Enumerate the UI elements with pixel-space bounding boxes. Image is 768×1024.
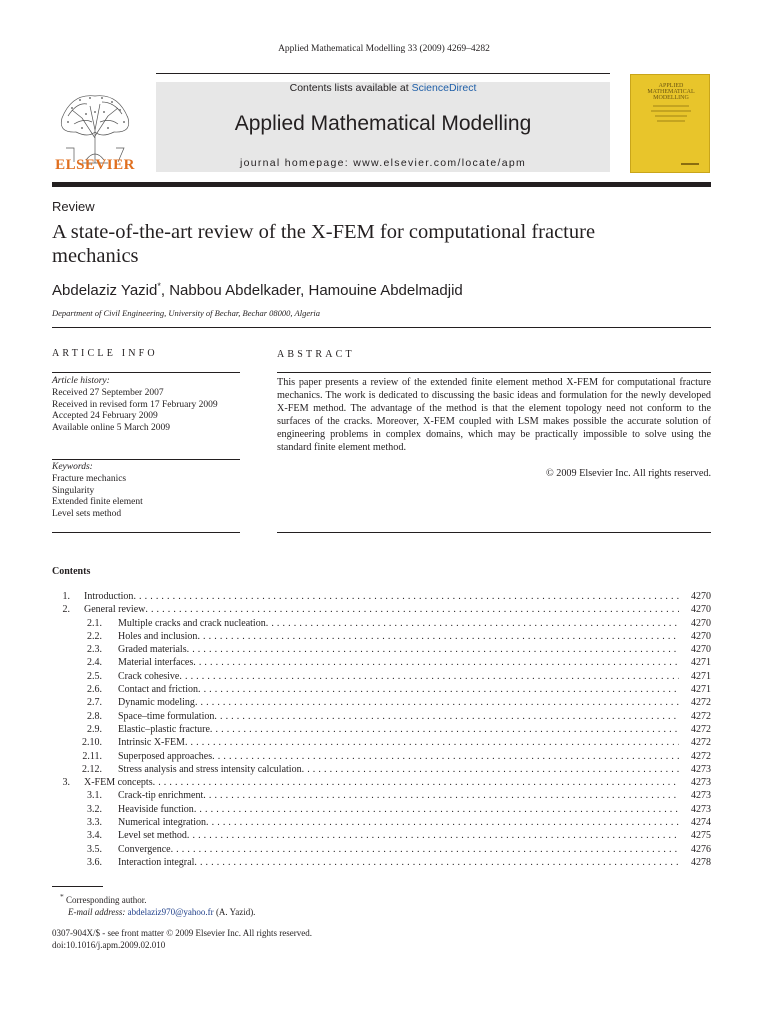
keywords bbox=[52, 462, 242, 521]
toc-title: Dynamic modeling bbox=[118, 697, 195, 709]
doi-link[interactable]: doi:10.1016/j.apm.2009.02.010 bbox=[52, 940, 166, 950]
toc-leader-dots bbox=[210, 723, 679, 736]
keywords-label: Keywords: bbox=[52, 462, 93, 472]
toc-title: Numerical integration bbox=[118, 817, 207, 829]
toc-leader-dots bbox=[179, 670, 679, 683]
journal-reference: Applied Mathematical Modelling 33 (2009) 4269–4282 bbox=[278, 44, 490, 54]
footnote-mark: * bbox=[60, 892, 64, 901]
divider bbox=[52, 327, 711, 328]
history-label: Article history: bbox=[52, 376, 110, 386]
toc-entry[interactable] bbox=[52, 816, 711, 829]
toc-page-number: 4272 bbox=[691, 750, 711, 762]
author-names-rest: , Nabbou Abdelkader, Hamouine Abdelmadjid bbox=[160, 282, 463, 299]
toc-page-number: 4273 bbox=[691, 777, 711, 789]
toc-title: Superposed approaches bbox=[118, 750, 213, 762]
toc-page-number: 4271 bbox=[691, 684, 711, 696]
toc-page-number: 4270 bbox=[691, 630, 711, 642]
toc-entry[interactable] bbox=[52, 656, 711, 669]
toc-title: Graded materials bbox=[118, 644, 187, 656]
toc-leader-dots bbox=[187, 829, 679, 842]
toc-title: X-FEM concepts bbox=[84, 777, 153, 789]
toc-page-number: 4274 bbox=[691, 817, 711, 829]
toc-entry[interactable] bbox=[52, 750, 711, 763]
toc-title: Convergence bbox=[118, 843, 171, 855]
toc-entry[interactable] bbox=[52, 603, 711, 616]
journal-title: Applied Mathematical Modelling bbox=[234, 112, 532, 135]
affiliation: Department of Civil Engineering, University of Bechar, Bechar 08000, Algeria bbox=[52, 308, 321, 318]
toc-leader-dots bbox=[153, 776, 679, 789]
author-name-main: Abdelaziz Yazid bbox=[52, 282, 158, 299]
toc-leader-dots bbox=[212, 750, 679, 763]
masthead-heavy-rule bbox=[52, 182, 711, 187]
toc-number: 3. bbox=[62, 777, 70, 789]
email-suffix: (A. Yazid). bbox=[215, 907, 256, 917]
author-email-link[interactable]: abdelaziz970@yahoo.fr bbox=[127, 907, 214, 917]
divider bbox=[52, 372, 240, 373]
contents-available-text: Contents lists available at bbox=[289, 82, 412, 94]
toc-page-number: 4271 bbox=[691, 670, 711, 682]
toc-title: Contact and friction bbox=[118, 684, 198, 696]
toc-title: Level set method bbox=[118, 830, 187, 842]
toc-entry[interactable] bbox=[52, 803, 711, 816]
toc-leader-dots bbox=[302, 763, 679, 776]
author-list bbox=[52, 281, 463, 299]
toc-leader-dots bbox=[266, 617, 679, 630]
toc-leader-dots bbox=[133, 590, 679, 603]
toc-leader-dots bbox=[145, 603, 679, 616]
corresponding-author-note: Corresponding author. bbox=[66, 895, 147, 905]
toc-number: 2.10. bbox=[82, 737, 102, 749]
toc-leader-dots bbox=[193, 656, 679, 669]
toc-title: Introduction bbox=[84, 591, 134, 602]
toc-page-number: 4270 bbox=[691, 591, 711, 602]
history-revised: Received in revised form 17 February 2009 bbox=[52, 399, 218, 410]
toc-number: 2.5. bbox=[87, 670, 102, 682]
toc-number: 2.12. bbox=[82, 763, 102, 775]
copyright-notice: © 2009 Elsevier Inc. All rights reserved. bbox=[545, 468, 711, 479]
front-matter-line: 0307-904X/$ - see front matter © 2009 Elsevier Inc. All rights reserved. bbox=[52, 928, 313, 938]
toc-title: Holes and inclusion bbox=[118, 630, 198, 642]
toc-entry[interactable] bbox=[52, 670, 711, 683]
toc-title: Space–time formulation bbox=[118, 710, 215, 722]
toc-entry[interactable] bbox=[52, 696, 711, 709]
toc-title: Heaviside function bbox=[118, 803, 194, 815]
cover-title: APPLIED MATHEMATICAL MODELLING bbox=[647, 83, 695, 101]
sciencedirect-link[interactable]: ScienceDirect bbox=[411, 82, 477, 94]
toc-entry[interactable] bbox=[52, 763, 711, 776]
history-received: Received 27 September 2007 bbox=[52, 387, 164, 398]
history-accepted: Accepted 24 February 2009 bbox=[52, 411, 158, 422]
article-info-heading: ARTICLE INFO bbox=[52, 348, 158, 359]
toc-page-number: 4273 bbox=[691, 803, 711, 815]
toc-entry[interactable] bbox=[52, 643, 711, 656]
toc-number: 2.8. bbox=[87, 710, 102, 722]
toc-title: Multiple cracks and crack nucleation bbox=[118, 617, 266, 629]
toc-leader-dots bbox=[206, 816, 679, 829]
toc-page-number: 4272 bbox=[691, 710, 711, 722]
toc-page-number: 4276 bbox=[691, 843, 711, 855]
toc-number: 3.3. bbox=[87, 817, 102, 829]
toc-number: 2. bbox=[62, 604, 70, 616]
toc-entry[interactable] bbox=[52, 776, 711, 789]
masthead-banner bbox=[156, 82, 610, 172]
contents-available-line bbox=[156, 82, 610, 94]
toc-leader-dots bbox=[171, 843, 679, 856]
toc-entry[interactable] bbox=[52, 683, 711, 696]
journal-cover-image bbox=[630, 74, 710, 173]
toc-number: 3.2. bbox=[87, 803, 102, 815]
toc-number: 2.11. bbox=[82, 750, 102, 762]
divider bbox=[52, 459, 240, 460]
toc-entry[interactable] bbox=[52, 630, 711, 643]
toc-leader-dots bbox=[194, 803, 679, 816]
history-online: Available online 5 March 2009 bbox=[52, 423, 171, 434]
keyword: Singularity bbox=[52, 485, 95, 496]
footnote bbox=[60, 891, 255, 918]
divider bbox=[277, 532, 711, 533]
toc-leader-dots bbox=[203, 789, 679, 802]
keyword: Extended finite element bbox=[52, 497, 143, 508]
toc-page-number: 4272 bbox=[691, 723, 711, 735]
toc-page-number: 4272 bbox=[691, 697, 711, 709]
toc-number: 3.5. bbox=[87, 843, 102, 855]
toc-entry[interactable] bbox=[52, 723, 711, 736]
toc-entry[interactable] bbox=[52, 710, 711, 723]
journal-homepage-link[interactable]: journal homepage: www.elsevier.com/locate/apm bbox=[239, 157, 527, 169]
toc-page-number: 4270 bbox=[691, 617, 711, 629]
divider bbox=[52, 532, 240, 533]
contents-heading: Contents bbox=[52, 566, 91, 577]
toc-number: 2.3. bbox=[87, 644, 102, 656]
toc-page-number: 4273 bbox=[691, 763, 711, 775]
toc-entry[interactable] bbox=[52, 736, 711, 749]
abstract-text: This paper presents a review of the extended finite element method X-FEM for computational fracture mechanics. The work is dedicated to discussing the basic ideas and formulation for the newly developed X-FEM method. The advantage of the method is that the element topology need not conform to the surfaces of the cracks. Moreover, X-FEM coupled with LSM makes possible the accurate solution of engineering problems in complex domains, which may be practically impossible to solve using the standard finite element method. bbox=[277, 377, 711, 454]
toc-title: Crack cohesive bbox=[118, 670, 180, 682]
masthead-rule bbox=[156, 73, 610, 74]
toc-title: Interaction integral bbox=[118, 856, 195, 868]
toc-leader-dots bbox=[187, 643, 679, 656]
keyword: Level sets method bbox=[52, 509, 122, 520]
toc-title: Intrinsic X-FEM bbox=[118, 737, 185, 749]
toc-number: 2.9. bbox=[87, 723, 102, 735]
toc-page-number: 4272 bbox=[691, 737, 711, 749]
footnote-rule bbox=[52, 886, 103, 887]
cover-text-lines bbox=[647, 103, 695, 125]
toc-entry[interactable] bbox=[52, 829, 711, 842]
abstract-heading: ABSTRACT bbox=[277, 349, 355, 360]
toc-number: 3.4. bbox=[87, 830, 102, 842]
publisher-wordmark: ELSEVIER bbox=[55, 157, 135, 173]
toc-page-number: 4271 bbox=[691, 657, 711, 669]
divider bbox=[277, 372, 711, 373]
toc-page-number: 4270 bbox=[691, 644, 711, 656]
toc-number: 2.4. bbox=[87, 657, 102, 669]
toc-title: Elastic–plastic fracture bbox=[118, 723, 210, 735]
toc-entry[interactable] bbox=[52, 590, 711, 603]
toc-leader-dots bbox=[197, 630, 679, 643]
toc-number: 3.1. bbox=[87, 790, 102, 802]
article-title: A state-of-the-art review of the X-FEM for computational fracture mechanics bbox=[52, 221, 596, 267]
page-footer bbox=[52, 927, 312, 951]
keyword: Fracture mechanics bbox=[52, 473, 127, 484]
toc-title: General review bbox=[84, 604, 146, 616]
toc-page-number: 4278 bbox=[691, 856, 711, 868]
toc-page-number: 4270 bbox=[691, 604, 711, 616]
table-of-contents bbox=[52, 590, 711, 869]
toc-page-number: 4273 bbox=[691, 790, 711, 802]
toc-leader-dots bbox=[195, 696, 679, 709]
toc-leader-dots bbox=[185, 736, 679, 749]
toc-title: Stress analysis and stress intensity calculation bbox=[118, 763, 302, 775]
toc-title: Material interfaces bbox=[118, 657, 194, 669]
cover-publisher-mark bbox=[681, 163, 699, 165]
toc-number: 2.2. bbox=[87, 630, 102, 642]
toc-number: 2.1. bbox=[87, 617, 102, 629]
toc-leader-dots bbox=[198, 683, 679, 696]
article-type: Review bbox=[52, 199, 95, 214]
toc-number: 2.6. bbox=[87, 684, 102, 696]
toc-leader-dots bbox=[194, 856, 679, 869]
toc-number: 1. bbox=[62, 591, 70, 602]
email-label: E-mail address: bbox=[68, 907, 126, 917]
toc-entry[interactable] bbox=[52, 843, 711, 856]
toc-entry[interactable] bbox=[52, 617, 711, 630]
toc-leader-dots bbox=[214, 710, 679, 723]
toc-entry[interactable] bbox=[52, 789, 711, 802]
toc-entry[interactable] bbox=[52, 856, 711, 869]
corresponding-author-mark[interactable]: * bbox=[157, 281, 161, 291]
toc-number: 2.7. bbox=[87, 697, 102, 709]
article-history bbox=[52, 376, 242, 435]
toc-title: Crack-tip enrichment bbox=[118, 790, 204, 802]
toc-page-number: 4275 bbox=[691, 830, 711, 842]
toc-number: 3.6. bbox=[87, 856, 102, 868]
